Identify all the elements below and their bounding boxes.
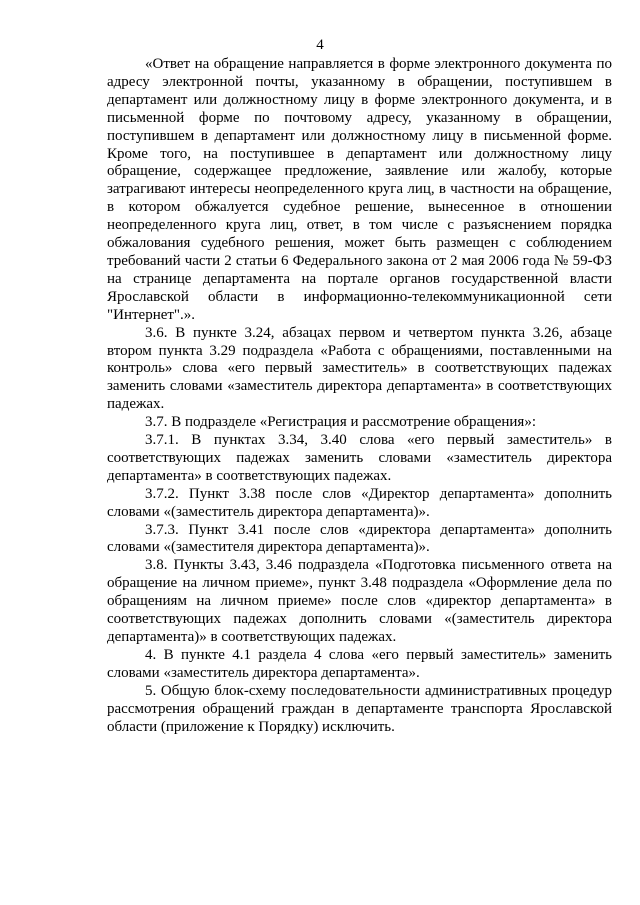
paragraph-3-6: 3.6. В пункте 3.24, абзацах первом и четвертом пункта 3.26, абзаце втором пункта 3.29 подраздела «Работа с обращениями, поставленными на контроль» слова «его первый заместитель» в соответствующих падежах заменить словами «заместитель директора департамента» в соответствующих падежах. (107, 324, 612, 413)
paragraph-3-8: 3.8. Пункты 3.43, 3.46 подраздела «Подготовка письменного ответа на обращение на личном приеме», пункт 3.48 подраздела «Оформление дела по обращениям на личном приеме» после слов «директор департамента» в соответствующих падежах дополнить словами «(заместитель директора департамента)» в соответствующих падежах. (107, 557, 612, 645)
paragraph-3-7-3: 3.7.3. Пункт 3.41 после слов «директора департамента» дополнить словами «(заместителя директора департамента)». (107, 521, 612, 556)
paragraph-3-7-2: 3.7.2. Пункт 3.38 после слов «Директор департамента» дополнить словами «(заместитель директора департамента)». (107, 485, 612, 520)
paragraph-answer-quote: «Ответ на обращение направляется в форме электронного документа по адресу электронной почты, указанному в обращении, поступившем в департамент или должностному лицу в форме электронного документа, и в письменной форме по почтовому адресу, указанному в обращении, поступившем в департамент или должностному лицу в письменной форме. Кроме того, на поступившее в департамент или должностному лицу обращение, содержащее предложение, заявление или жалобу, которые затрагивают интересы неопределенного круга лиц, в частности на обращение, в котором обжалуется судебное решение, вынесенное в отношении неопределенного круга лиц, ответ, в том числе с разъяснением порядка обжалования судебного решения, может быть размещен с соблюдением требований части 2 статьи 6 Федерального закона от 2 мая 2006 года № 59-ФЗ на странице департамента на портале органов государственной власти Ярославской области в информационно-телекоммуникационной сети "Интернет".». (107, 56, 612, 323)
document-body (107, 56, 612, 736)
paragraph-5: 5. Общую блок-схему последовательности административных процедур рассмотрения обращений граждан в департаменте транспорта Ярославской области (приложение к Порядку) исключить. (107, 682, 612, 735)
paragraph-3-7: 3.7. В подразделе «Регистрация и рассмотрение обращения»: (145, 414, 536, 431)
paragraph-4: 4. В пункте 4.1 раздела 4 слова «его первый заместитель» заменить словами «заместитель директора департамента». (107, 646, 612, 681)
paragraph-3-7-1: 3.7.1. В пунктах 3.34, 3.40 слова «его первый заместитель» в соответствующих падежах заменить словами «заместитель директора департамента» в соответствующих падежах. (107, 432, 612, 484)
page-number: 4 (316, 37, 324, 53)
